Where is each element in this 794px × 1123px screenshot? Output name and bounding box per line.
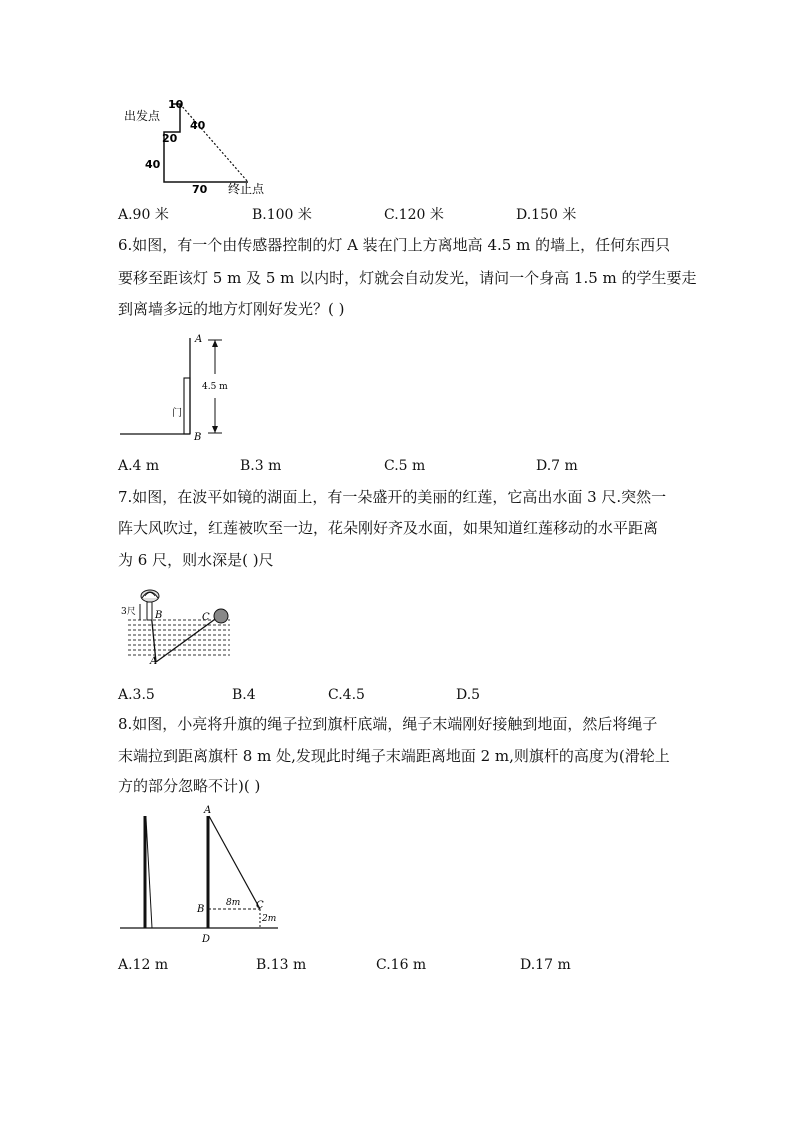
q5-len-10: 10 [168, 98, 184, 111]
q8-line-3: 方的部分忽略不计)( ) [118, 777, 261, 795]
q5-option-b: B.100 米 [252, 207, 312, 223]
q6-door-label: 门 [172, 408, 182, 419]
q5-start-label: 出发点 [124, 109, 161, 123]
q5-dotted-line [180, 104, 248, 182]
q7-label-b: B [155, 610, 163, 621]
q8-figure [118, 804, 288, 946]
q5-option-c: C.120 米 [384, 207, 444, 223]
q6-option-c: C.5 m [384, 458, 426, 474]
q8-line-2: 末端拉到距离旗杆 8 m 处,发现此时绳子末端距离地面 2 m,则旗杆的高度为(滑轮上 [118, 747, 670, 765]
q7-water [128, 620, 230, 655]
q7-option-a: A.3.5 [118, 687, 155, 703]
q7-label-a: A [150, 656, 158, 666]
q6-arrow-up-icon [212, 340, 218, 347]
q5-figure [118, 96, 278, 200]
q8-line-1: 8.如图，小亮将升旗的绳子拉到旗杆底端，绳子末端刚好接触到地面，然后将绳子 [118, 715, 658, 733]
q5-len-20: 20 [162, 132, 178, 145]
q7-option-d: D.5 [456, 687, 481, 703]
q5-len-70: 70 [192, 183, 208, 196]
q6-arrow-down-icon [212, 426, 218, 433]
q6-line-1: 6.如图，有一个由传感器控制的灯 A 装在门上方离地高 4.5 m 的墙上，任何东西只 [118, 236, 671, 254]
q6-option-a: A.4 m [118, 458, 160, 474]
q8-dist-8: 8m [226, 898, 241, 908]
q8-option-d: D.17 m [520, 957, 571, 973]
q8-option-b: B.13 m [256, 957, 307, 973]
q5-len-40-left: 40 [145, 158, 161, 171]
q8-option-c: C.16 m [376, 957, 427, 973]
q8-dist-2: 2m [262, 914, 277, 924]
q8-label-d: D [202, 934, 211, 945]
q7-line-3: 为 6 尺，则水深是( )尺 [118, 551, 274, 569]
q6-line-2: 要移至距该灯 5 m 及 5 m 以内时，灯就会自动发光，请问一个身高 1.5 m 的学生要走 [118, 269, 697, 287]
q6-height-label: 4.5 m [202, 382, 228, 392]
q7-line-2: 阵大风吹过，红莲被吹至一边，花朵刚好齐及水面，如果知道红莲移动的水平距离 [118, 519, 659, 537]
q8-left-rope [146, 818, 152, 928]
q7-option-b: B.4 [232, 687, 256, 703]
q5-end-label: 终止点 [228, 182, 265, 196]
q6-door [184, 378, 190, 434]
q7-figure [118, 582, 238, 666]
q6-option-d: D.7 m [536, 458, 578, 474]
q5-len-40-top: 40 [190, 119, 206, 132]
q6-option-b: B.3 m [240, 458, 282, 474]
q5-option-d: D.150 米 [516, 207, 577, 223]
q7-lotus-icon [141, 590, 159, 602]
q8-label-c: C [256, 900, 264, 911]
q7-line-1: 7.如图，在波平如镜的湖面上，有一朵盛开的美丽的红莲，它高出水面 3 尺.突然一 [118, 488, 667, 506]
q7-flower-c-icon [214, 609, 228, 623]
q8-label-b: B [197, 904, 205, 915]
q7-option-c: C.4.5 [328, 687, 365, 703]
q6-label-a: A [195, 334, 203, 345]
q8-option-a: A.12 m [118, 957, 169, 973]
q7-label-c: C [202, 612, 210, 623]
q8-rope [209, 816, 260, 909]
q7-height-label: 3尺 [121, 607, 136, 617]
q6-figure [118, 330, 238, 444]
q6-label-b: B [194, 432, 202, 443]
q7-post [147, 602, 152, 620]
q6-line-3: 到离墙多远的地方灯刚好发光？( ) [118, 300, 345, 318]
q5-option-a: A.90 米 [118, 207, 169, 223]
q8-label-a: A [204, 805, 212, 816]
